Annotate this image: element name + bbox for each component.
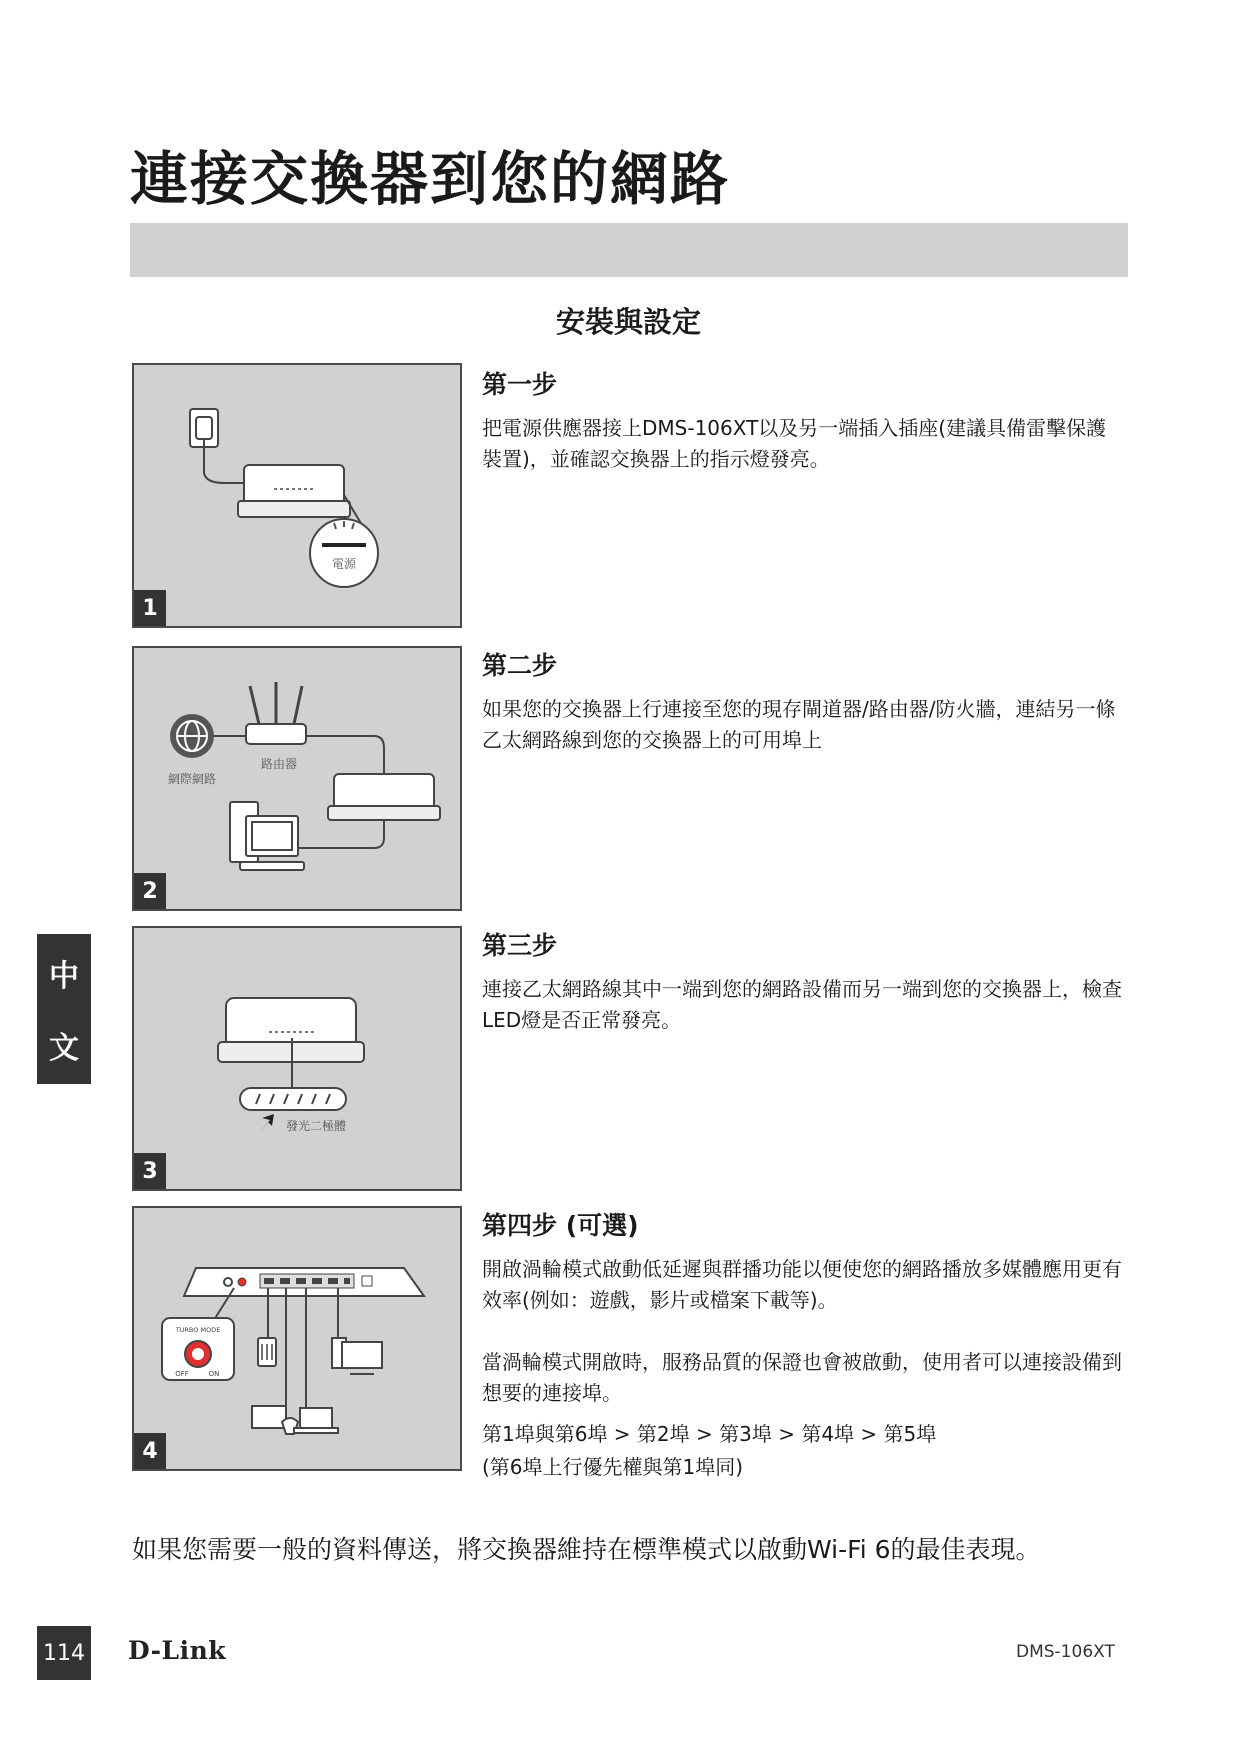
step-number: 4: [134, 1433, 166, 1469]
step-2-illustration: [132, 646, 462, 911]
step-description: 開啟渦輪模式啟動低延遲與群播功能以便使您的網路播放多媒體應用更有效率(例如：遊戲，影片或檔案下載等)。: [482, 1257, 1122, 1312]
step-description: 如果您的交換器上行連接至您的現存閘道器/路由器/防火牆，連結另一條乙太網路線到您的交換器上的可用埠上: [482, 697, 1116, 752]
step-title: 第一步: [482, 370, 558, 399]
power-led-magnifier: [310, 519, 378, 587]
model-name: DMS-106XT: [1016, 1642, 1115, 1662]
step-2-text: [482, 646, 1122, 756]
step-3-illustration: [132, 926, 462, 1191]
step-number: 2: [134, 873, 166, 909]
step-4-text: [482, 1206, 1122, 1483]
switch-icon: [238, 465, 350, 517]
step-description: 連接乙太網路線其中一端到您的網路設備而另一端到您的交換器上，檢查LED燈是否正常發亮。: [482, 977, 1122, 1032]
step-description: 把電源供應器接上DMS-106XT以及另一端插入插座(建議具備雷擊保護裝置)，並確認交換器上的指示燈發亮。: [482, 416, 1107, 471]
language-tab: [37, 934, 91, 1084]
desktop-computer-icon: [230, 802, 304, 870]
led-label: 發光二極體: [285, 1119, 347, 1133]
page-title: 連接交換器到您的網路: [130, 145, 731, 213]
bottom-note: 如果您需要一般的資料傳送，將交換器維持在標準模式以啟動Wi-Fi 6的最佳表現。: [132, 1535, 1041, 1564]
step-1-illustration: [132, 363, 462, 628]
switch-icon: [328, 774, 440, 820]
brand-logo: D-Link: [128, 1636, 227, 1665]
desktop-computer-icon: [332, 1338, 382, 1374]
title-divider-bar: [130, 223, 1128, 277]
step-title: 第三步: [482, 931, 558, 960]
port-priority: 第1埠與第6埠 > 第2埠 > 第3埠 > 第4埠 > 第5埠: [482, 1422, 937, 1446]
step-3-text: [482, 926, 1122, 1036]
svg-text:ON: ON: [208, 1370, 220, 1378]
step-number: 1: [134, 590, 166, 626]
step-4-illustration: [132, 1206, 462, 1471]
page-number: 114: [37, 1626, 91, 1680]
step-description: 當渦輪模式開啟時，服務品質的保證也會被啟動，使用者可以連接設備到想要的連接埠。: [482, 1350, 1122, 1405]
port-priority-note: (第6埠上行優先權與第1埠同): [482, 1455, 744, 1479]
power-label: 電源: [331, 557, 357, 571]
svg-text:TURBO MODE: TURBO MODE: [175, 1326, 221, 1334]
language-char: 中: [49, 959, 79, 994]
switch-rear-panel: [184, 1268, 424, 1296]
step-title: 第二步: [482, 651, 558, 680]
section-title: 安裝與設定: [555, 305, 701, 339]
led-row-callout: [240, 1088, 346, 1110]
internet-label: 網際網路: [167, 772, 217, 786]
svg-text:OFF: OFF: [175, 1370, 189, 1378]
step-1-text: [482, 365, 1122, 475]
arrow-icon: [258, 1114, 274, 1134]
tv-gamepad-laptop-icon: [252, 1406, 338, 1434]
router-label: 路由器: [260, 757, 298, 771]
router-icon: [246, 682, 306, 744]
step-number: 3: [134, 1153, 166, 1189]
step-title: 第四步 (可選): [482, 1211, 639, 1240]
language-char: 文: [49, 1031, 79, 1066]
turbo-mode-toggle-icon: [162, 1318, 234, 1380]
globe-icon: [170, 714, 214, 758]
